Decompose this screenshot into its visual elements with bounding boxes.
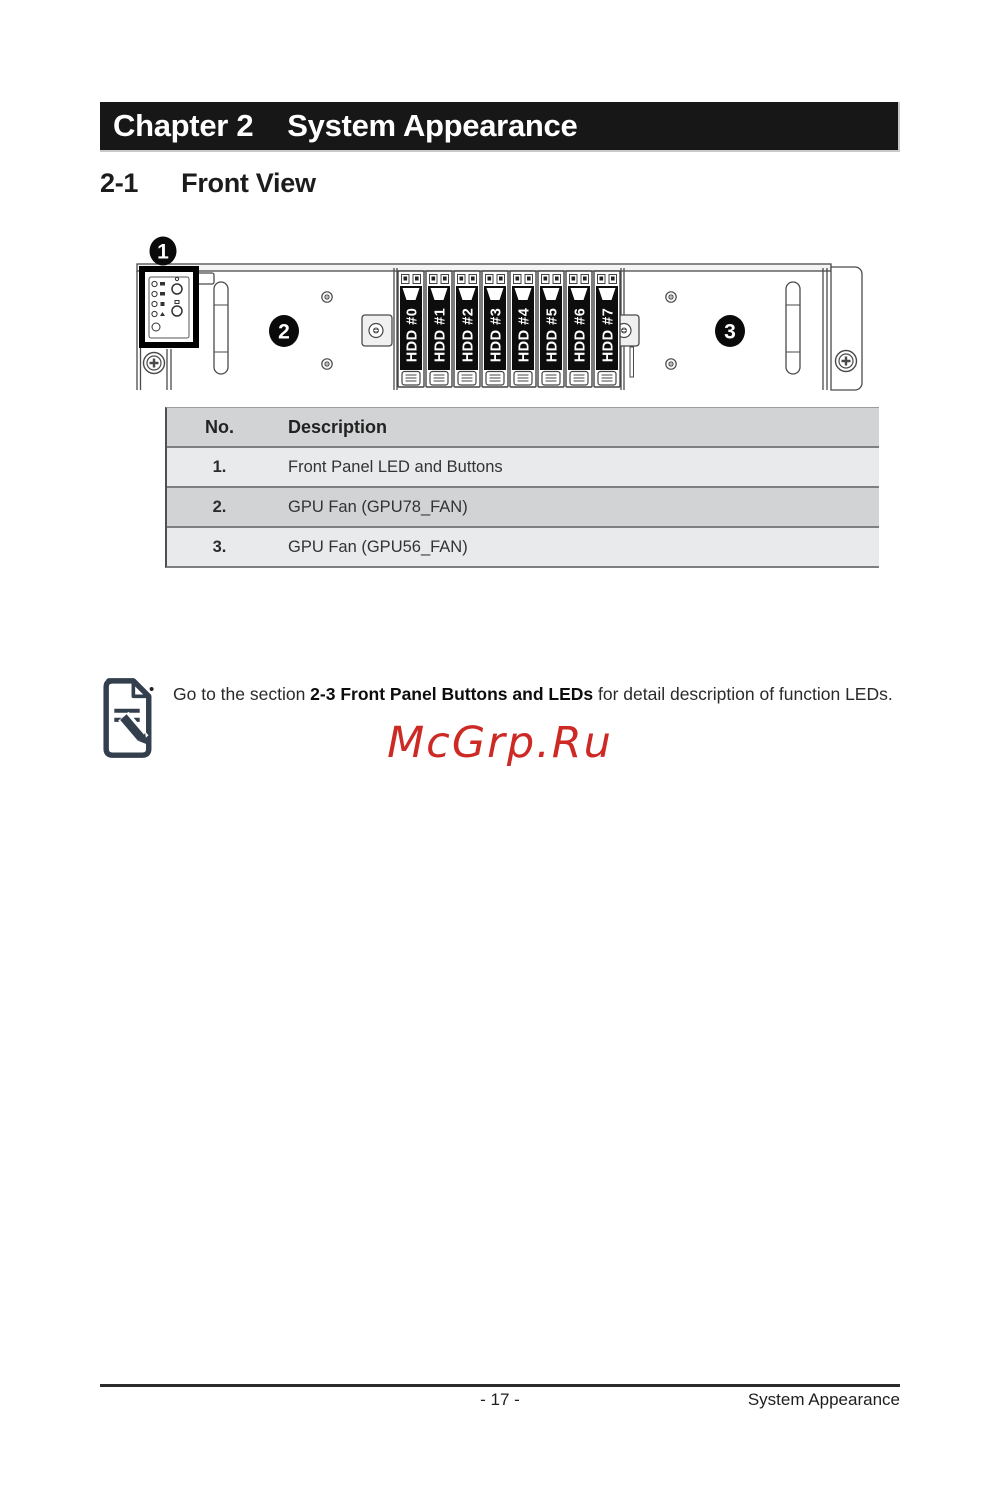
row-number: 1. [212, 457, 227, 476]
svg-text:3: 3 [724, 320, 736, 344]
table-row [167, 486, 879, 526]
right-handle-slot [786, 282, 800, 374]
chapter-title: System Appearance [287, 108, 578, 143]
hdd-bay [510, 271, 536, 387]
callout-2-badge [269, 315, 299, 347]
description-table [165, 407, 879, 568]
hdd-bay [426, 271, 452, 387]
note-text [173, 679, 905, 709]
left-handle-slot [214, 282, 228, 374]
page-footer [100, 1384, 900, 1416]
note-bullet: • [149, 681, 155, 698]
hdd-bay [538, 271, 564, 387]
row-description: Front Panel LED and Buttons [288, 457, 503, 476]
callout-1-badge [150, 237, 177, 266]
note-section-reference: 2-3 Front Panel Buttons and LEDs [310, 684, 594, 704]
section-number: 2-1 [100, 168, 139, 198]
row-number: 2. [212, 497, 227, 516]
chassis-top-rail [137, 264, 831, 271]
row-description: GPU Fan (GPU78_FAN) [288, 497, 468, 516]
hdd-bay [398, 271, 424, 387]
table-row [167, 446, 879, 486]
hdd-bay [566, 271, 592, 387]
svg-text:HDD #2: HDD #2 [460, 307, 477, 363]
hdd-bay [482, 271, 508, 387]
chassis-slot [630, 347, 634, 377]
watermark-text: McGrp.Ru [387, 718, 613, 768]
chassis-right-edge [823, 268, 827, 390]
footer-page-number: - 17 - [480, 1390, 520, 1409]
svg-text:HDD #3: HDD #3 [488, 307, 505, 363]
svg-text:HDD #7: HDD #7 [600, 307, 617, 363]
note-text-before: Go to the section [173, 684, 311, 704]
svg-text:HDD #5: HDD #5 [544, 307, 561, 363]
svg-text:HDD #4: HDD #4 [516, 307, 533, 363]
right-ear-screw-icon [836, 351, 857, 372]
callout-3-badge [715, 315, 745, 347]
section-title: Front View [181, 168, 316, 198]
front-panel-led-box [142, 269, 196, 345]
svg-text:HDD #6: HDD #6 [572, 307, 589, 363]
left-ear-screw-icon [144, 353, 165, 374]
hdd-bays [398, 271, 620, 387]
hdd-bay [454, 271, 480, 387]
left-cage-bracket [362, 315, 392, 346]
table-header-row [167, 408, 879, 446]
svg-text:2: 2 [278, 320, 290, 344]
note-text-after: for detail description of function LEDs. [593, 684, 893, 704]
svg-text:HDD #1: HDD #1 [432, 307, 449, 363]
table-row [167, 526, 879, 566]
table-header-description: Description [288, 416, 388, 437]
row-number: 3. [212, 537, 227, 556]
hdd-bay [594, 271, 620, 387]
front-view-diagram [0, 0, 1000, 420]
chapter-number: Chapter 2 [113, 108, 254, 143]
footer-section-name: System Appearance [747, 1390, 900, 1409]
svg-text:1: 1 [157, 240, 169, 264]
row-description: GPU Fan (GPU56_FAN) [288, 537, 468, 556]
table-header-no: No. [205, 416, 234, 437]
svg-text:HDD #0: HDD #0 [404, 307, 421, 363]
